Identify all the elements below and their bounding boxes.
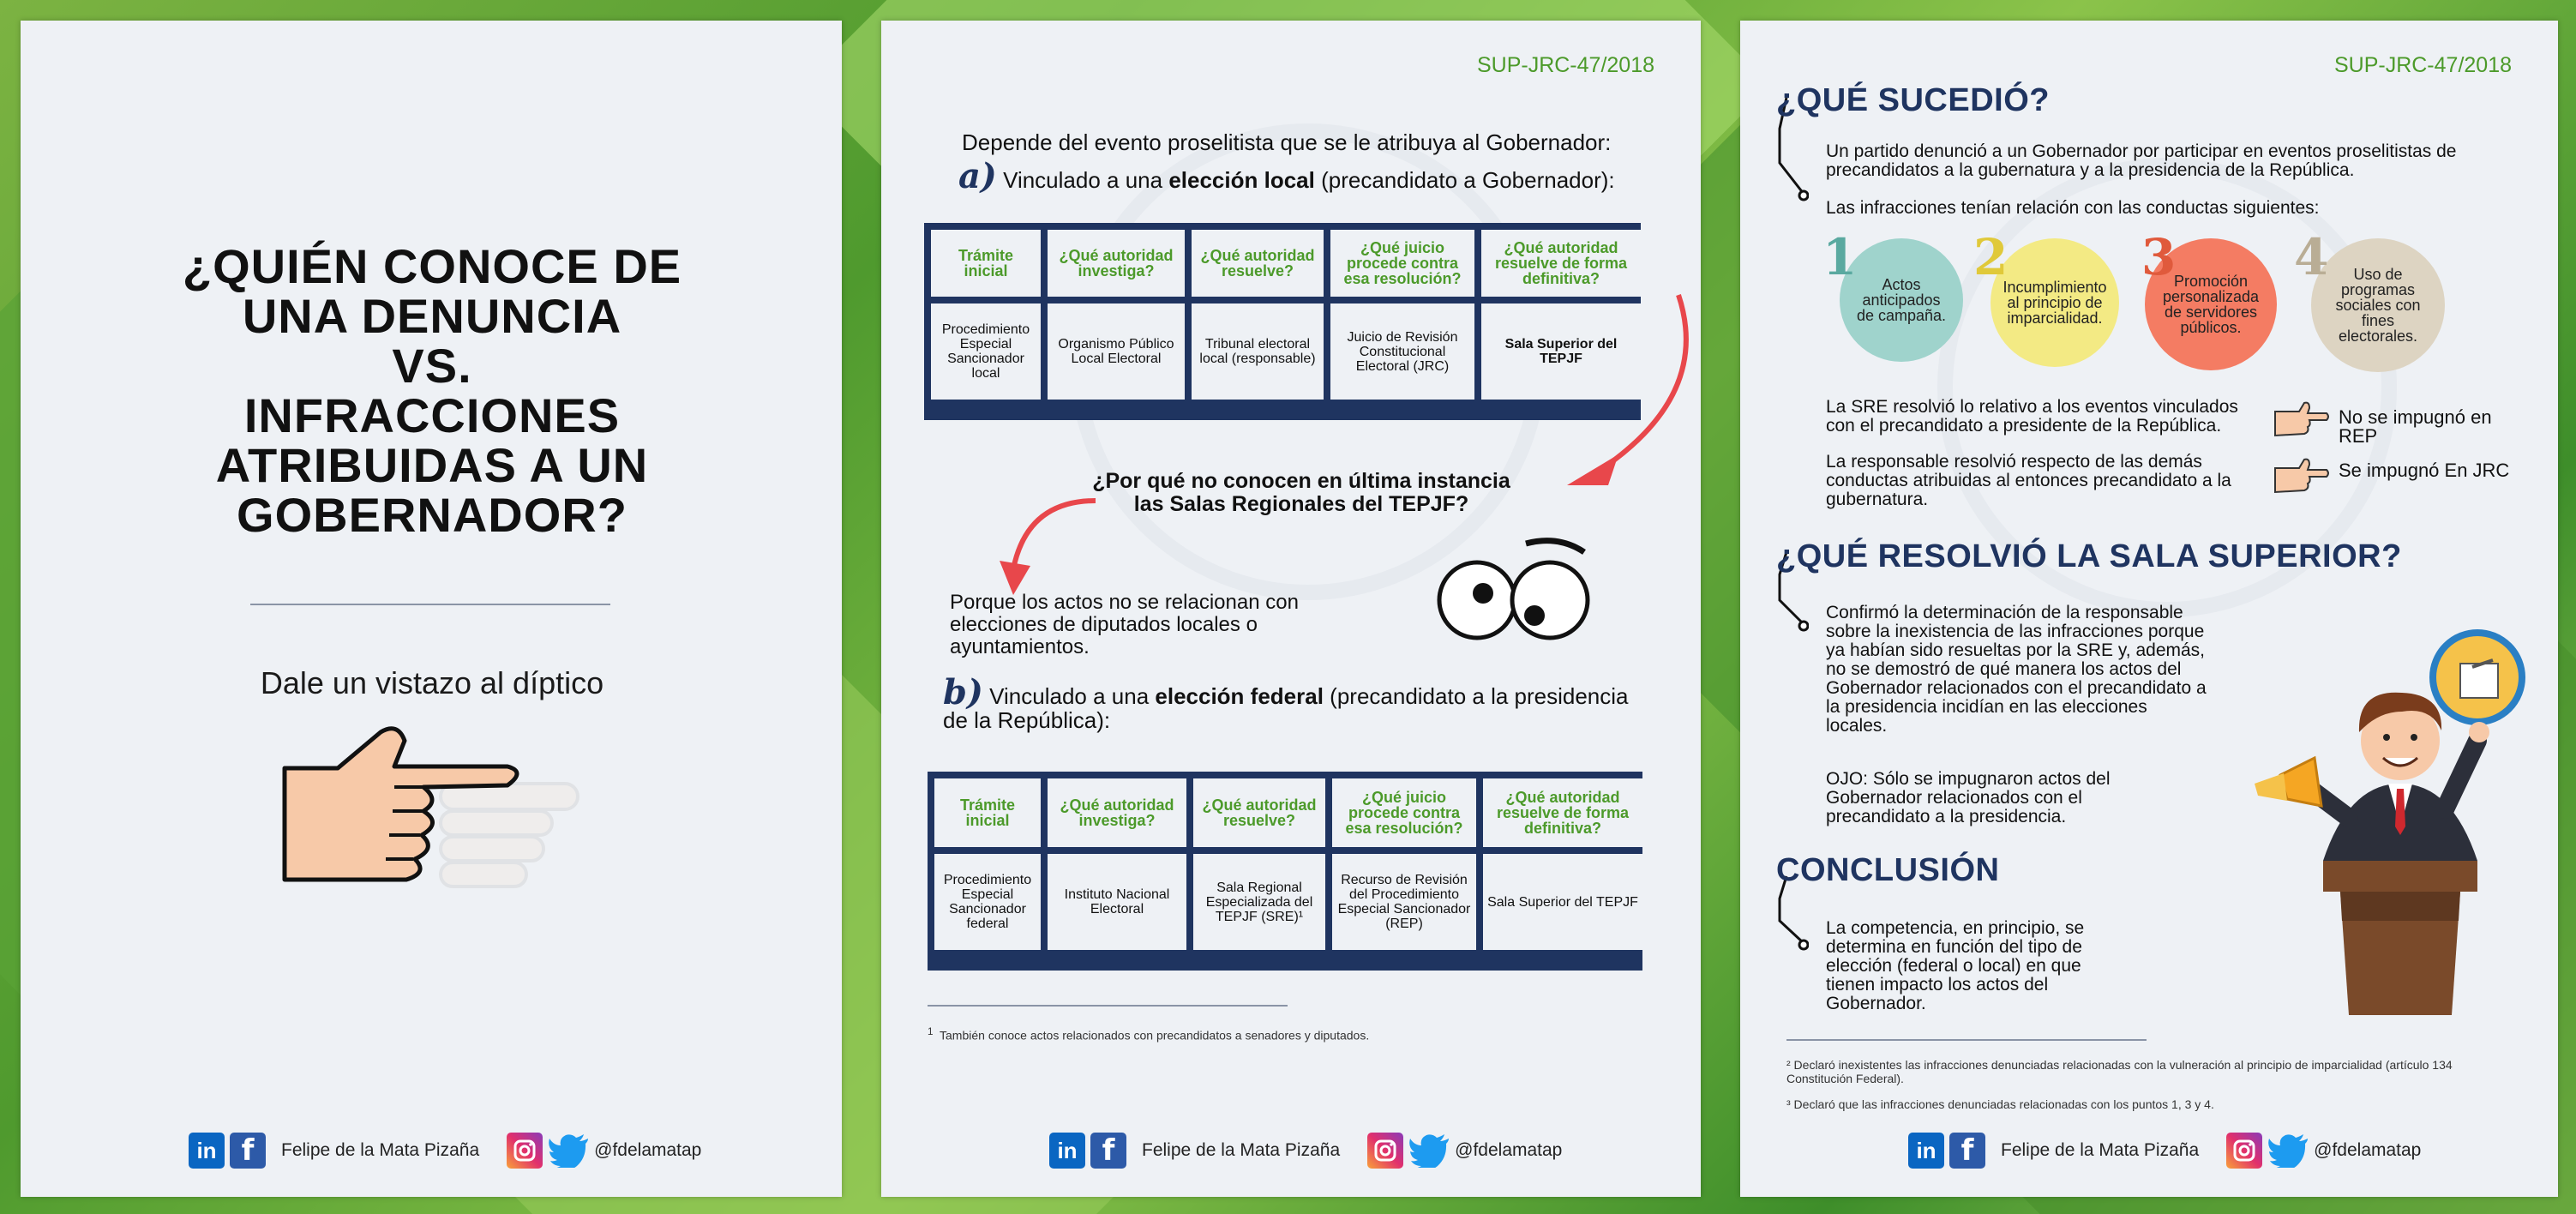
number-3: 3 [2141,228,2177,286]
pointing-hand-icon [278,715,603,904]
responsable-note: Se impugnó En JRC [2339,460,2510,481]
footer [1908,1133,2421,1169]
table-local: Trámite inicial ¿Qué autoridad investiga? ¿Qué autoridad resuelve? ¿Qué juicio procede contra esa resolución? ¿Qué autoridad resuelve de forma definitiva? Procedimiento Especial Sancionador local Organismo Público Local Electoral Tribunal electoral local (responsable) Juicio de Revisión Constitucional Electoral (JRC) Sala Superior del TEPJF [924,223,1641,420]
red-arrow-icon [993,484,1104,604]
cover-panel [21,21,842,1197]
paragraph: La competencia, en principio, se determina en función del tipo de elección (federal o local) en que tienen impacto los actos del Gobernador. [1826,918,2085,1013]
section-que-resolvio: ¿QUÉ RESOLVIÓ LA SALA SUPERIOR? [1776,538,2402,574]
facebook-icon[interactable]: f [230,1133,266,1169]
facebook-icon[interactable]: f [1090,1133,1126,1169]
cover-subtitle: Dale un vistazo al díptico [260,665,604,700]
footnote-2: ² Declaró inexistentes las infracciones denunciadas relacionadas con la vulneración al principio de imparcialidad (artículo 134 Constitución Federal). [1786,1058,2453,1085]
section-conclusion: CONCLUSIÓN [1776,852,2000,888]
divider [250,604,610,605]
linkedin-icon[interactable]: in [189,1133,225,1169]
pointing-hand-icon [2273,458,2330,496]
paragraph: Un partido denunció a un Gobernador por participar en eventos proselitistas de precandidatos a la gubernatura y a la presidencia de la República. [1826,141,2457,180]
footnote-3: ³ Declaró que las infracciones denunciadas relacionadas con los puntos 1, 3 y 4. [1786,1097,2214,1111]
intro-text: Depende del evento proselitista que se le atribuya al Gobernador: [962,129,1612,155]
table-federal: Trámite inicial ¿Qué autoridad investiga? ¿Qué autoridad resuelve? ¿Qué juicio procede contra esa resolución? ¿Qué autoridad resuelve de forma definitiva? Procedimiento Especial Sancionador federal Instituto Nacional Electoral Sala Regional Especializada del TEPJF (SRE)¹ Recurso de Revisión del Procedimiento Especial Sancionador (REP) Sala Superior del TEPJF [928,772,1642,971]
responsable-text: La responsable resolvió respecto de las demás conductas atribuidas al entonces precandidato a la gubernatura. [1826,452,2231,509]
paragraph: OJO: Sólo se impugnaron actos del Gobernador relacionados con el precandidato a la presidencia. [1826,769,2111,826]
instagram-icon[interactable] [1367,1133,1403,1169]
footer [1049,1133,1562,1169]
paragraph: Confirmó la determinación de la responsable sobre la inexistencia de las infracciones porque ya habían sido resueltas por la SRE y, además, no se demostró de qué manera los actos del Gobernador relacionados con el precandidato a la presidencia incidían en las elecciones locales. [1826,603,2207,736]
footnote-divider [1786,1039,2147,1041]
instagram-icon[interactable] [2226,1133,2262,1169]
summary-panel [1740,21,2558,1197]
twitter-icon[interactable] [2267,1133,2310,1169]
twitter-icon[interactable] [548,1133,591,1169]
answer-text: Porque los actos no se relacionan con elecciones de diputados locales o ayuntamientos. [950,591,1299,658]
sre-text: La SRE resolvió lo relativo a los eventos vinculados con el precandidato a presidente de la República. [1826,397,2238,436]
conduct-circle-2: Incumplimiento al principio de imparcialidad. [1991,238,2119,367]
option-a-line: a) Vinculado a una elección local (precandidato a Gobernador): [958,156,1615,196]
linkedin-icon[interactable]: in [1049,1133,1085,1169]
sre-note: No se impugnó en REP [2339,406,2492,447]
case-number: SUP-JRC-47/2018 [1476,53,1654,77]
question: ¿Por qué no conocen en última instancia las Salas Regionales del TEPJF? [1092,469,1510,516]
conduct-circle-1: Actos anticipados de campaña. [1840,238,1963,362]
twitter-icon[interactable] [1408,1133,1451,1169]
instagram-icon[interactable] [507,1133,543,1169]
author-name: Felipe de la Mata Pizaña [281,1140,480,1160]
footer [189,1133,701,1169]
footnote-divider [928,1005,1288,1007]
twitter-handle: @fdelamatap [2314,1140,2422,1160]
conduct-circle-4: Uso de programas sociales con fines electorales. [2311,238,2445,372]
conduct-circle-3: Promoción personalizada de servidores públicos. [2145,238,2277,370]
number-2: 2 [1973,228,2009,286]
section-que-sucedio: ¿QUÉ SUCEDIÓ? [1776,82,2050,118]
speaker-illustration [2220,612,2529,1024]
footnote-1: $^1$ También conoce actos relacionados con precandidatos a senadores y diputados. [928,1026,1370,1043]
twitter-handle: @fdelamatap [594,1140,702,1160]
number-4: 4 [2294,228,2329,286]
number-1: 1 [1822,228,1858,286]
author-name: Felipe de la Mata Pizaña [1142,1140,1341,1160]
facebook-icon[interactable]: f [1949,1133,1985,1169]
paragraph: Las infracciones tenían relación con las conductas siguientes: [1826,198,2320,218]
author-name: Felipe de la Mata Pizaña [2001,1140,2200,1160]
option-b-line: b) Vinculado a una elección federal (precandidato a la presidencia de la República): [943,672,1629,733]
case-number: SUP-JRC-47/2018 [2333,53,2512,77]
process-panel [881,21,1701,1197]
eyes-icon [1430,526,1601,655]
red-arrow-icon [1516,286,1701,501]
pointing-hand-icon [2273,401,2330,439]
linkedin-icon[interactable]: in [1908,1133,1944,1169]
twitter-handle: @fdelamatap [1455,1140,1563,1160]
cover-title: ¿QUIÉN CONOCE DE UNA DENUNCIA VS. INFRACCIONES ATRIBUIDAS A UN GOBERNADOR? [182,239,682,542]
